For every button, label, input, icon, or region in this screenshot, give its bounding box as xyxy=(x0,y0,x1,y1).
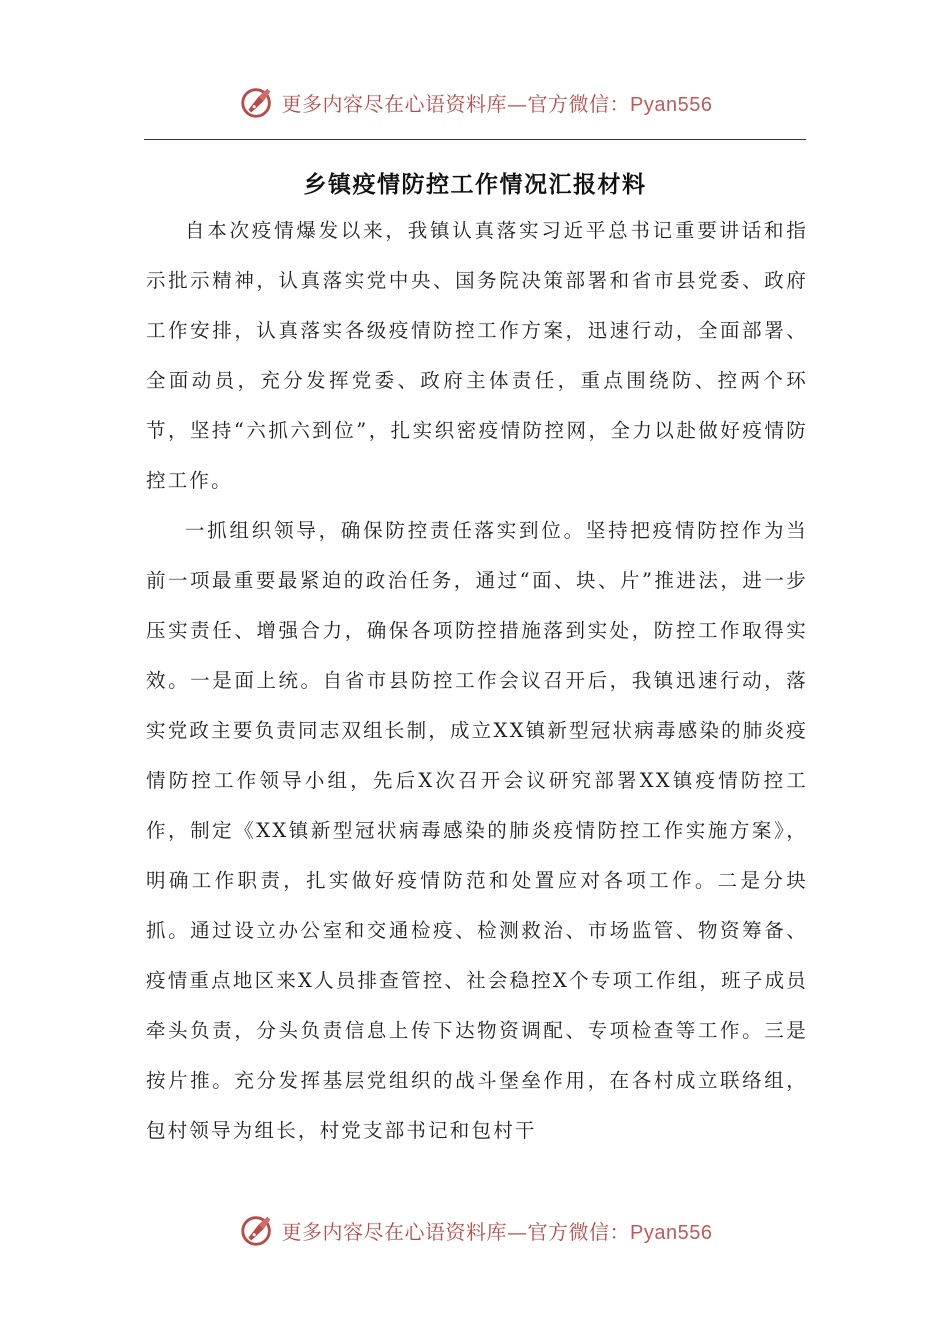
banner-slogan xyxy=(282,1216,713,1245)
banner-slogan-text: 更多内容尽在心语资料库—官方微信： xyxy=(281,91,631,116)
banner-slogan-text: 更多内容尽在心语资料库—官方微信： xyxy=(281,1219,631,1244)
banner-contact: Pyan556 xyxy=(630,1221,713,1244)
document-body xyxy=(146,206,808,1156)
banner-slogan xyxy=(282,88,713,117)
footer-banner xyxy=(0,1208,950,1252)
document-title: 乡镇疫情防控工作情况汇报材料 xyxy=(303,171,647,198)
banner-contact: Pyan556 xyxy=(630,93,713,116)
header-divider xyxy=(144,139,806,140)
pen-nib-logo-icon xyxy=(238,1211,276,1249)
body-paragraph: 一抓组织领导，确保防控责任落实到位。坚持把疫情防控作为当前一项最重要最紧迫的政治任务，通过“面、块、片”推进法，进一步压实责任、增强合力，确保各项防控措施落到实处，防控工作取得实效。一是面上统。自省市县防控工作会议召开后，我镇迅速行动，落实党政主要负责同志双组长制，成立XX镇新型冠状病毒感染的肺炎疫情防控工作领导小组，先后X次召开会议研究部署XX镇疫情防控工作，制定《XX镇新型冠状病毒感染的肺炎疫情防控工作实施方案》，明确工作职责，扎实做好疫情防范和处置应对各项工作。二是分块抓。通过设立办公室和交通检疫、检测救治、市场监管、物资筹备、疫情重点地区来X人员排查管控、社会稳控X个专项工作组，班子成员牵头负责，分头负责信息上传下达物资调配、专项检查等工作。三是按片推。充分发挥基层党组织的战斗堡垒作用，在各村成立联络组，包村领导为组长，村党支部书记和包村干 xyxy=(146,519,808,1142)
body-paragraph: 自本次疫情爆发以来，我镇认真落实习近平总书记重要讲话和指示批示精神，认真落实党中央、国务院决策部署和省市县党委、政府工作安排，认真落实各级疫情防控工作方案，迅速行动，全面部署、全面动员，充分发挥党委、政府主体责任，重点围绕防、控两个环节，坚持“六抓六到位”，扎实织密疫情防控网，全力以赴做好疫情防控工作。 xyxy=(146,219,808,492)
header-banner xyxy=(0,80,950,124)
pen-nib-logo-icon xyxy=(238,83,276,121)
